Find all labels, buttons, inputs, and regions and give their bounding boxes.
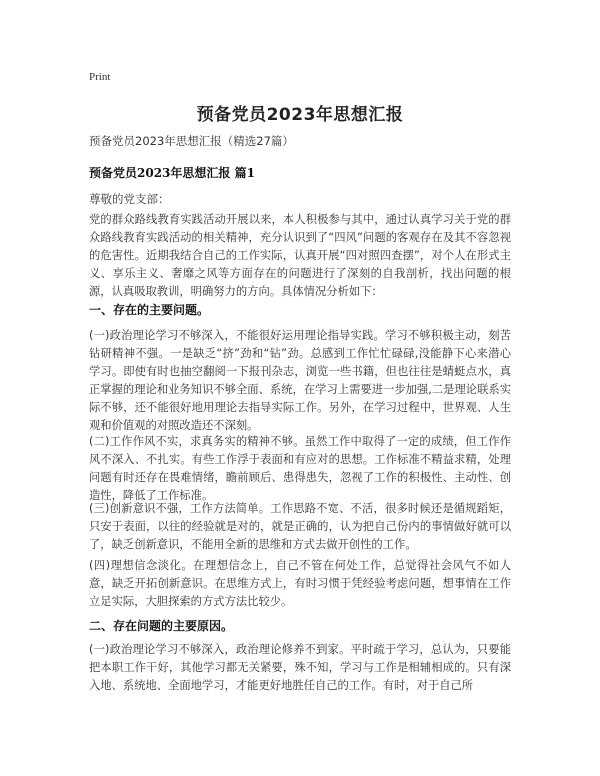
print-label: Print	[89, 71, 111, 83]
document-title: 预备党员2023年思想汇报	[196, 105, 404, 125]
section-title: 预备党员2023年思想汇报 篇1	[89, 166, 255, 180]
document-subtitle: 预备党员2023年思想汇报（精选27篇）	[89, 134, 294, 148]
greeting: 尊敬的党支部：	[89, 192, 170, 206]
paragraph-intro: 党的群众路线教育实践活动开展以来，本人积极参与其中，通过认真学习关于党的群众路线教育实践活动的相关精神，充分认识到了“四风”问题的客观存在及其不容忽视的危害性。近期我结合自己的工作实际，认真开展“四对照四查摆”，对个人在形式主义、享乐主义、奢靡之风等方面存在的问题进行了深刻的自我剖析，找出问题的根源，认真吸取教训，明确努力的方向。具体情况分析如下：	[89, 213, 511, 298]
paragraph-problem-4: (四)理想信念淡化。在理想信念上，自己不管在何处工作，总觉得社会风气不如人意，缺乏开拓创新意识。在思维方式上，有时习惯于凭经验考虑问题，想事情在工作立足实际，大胆探索的方式方法比较少。	[89, 559, 511, 608]
heading-main-causes: 二、存在问题的主要原因。	[89, 619, 234, 633]
heading-main-problems: 一、存在的主要问题。	[89, 303, 210, 317]
paragraph-problem-3: (三)创新意识不强，工作方法简单。工作思路不宽、不活，很多时候还是循规蹈矩，只安于表面，以往的经验就是对的，就是正确的，认为把自己份内的事情做好就可以了，缺乏创新意识，不能用全新的思维和方式去做开创性的工作。	[89, 502, 511, 551]
paragraph-problem-2: (二)工作作风不实，求真务实的精神不够。虽然工作中取得了一定的成绩，但工作作风不深入、不扎实。有些工作浮于表面和有应对的思想。工作标准不精益求精，处理问题有时还存在畏难情绪，瞻前顾后、患得患失，忽视了工作的积极性、主动性、创造性，降低了工作标准。	[89, 435, 511, 502]
paragraph-cause-1: (一)政治理论学习不够深入，政治理论修养不到家。平时疏于学习，总认为，只要能把本职工作干好，其他学习都无关紧要，殊不知，学习与工作是相辅相成的。只有深入地、系统地、全面地学习，才能更好地胜任自己的工作。有时，对于自己所	[89, 643, 511, 692]
paragraph-problem-1: (一)政治理论学习不够深入，不能很好运用理论指导实践。学习不够积极主动，刻苦钻研精神不强。一是缺乏“挤”劲和“钻”劲。总感到工作忙忙碌碌,没能静下心来潜心学习。即使有时也抽空翻阅一下报刊杂志，浏览一些书籍，但也往往是蜻蜓点水，真正掌握的理论和业务知识不够全面、系统，在学习上需要进一步加强,二是理论联系实际不够，还不能很好地用理论去指导实际工作。另外，在学习过程中，世界观、人生观和价值观的对照改造还不深刻。	[89, 329, 511, 432]
